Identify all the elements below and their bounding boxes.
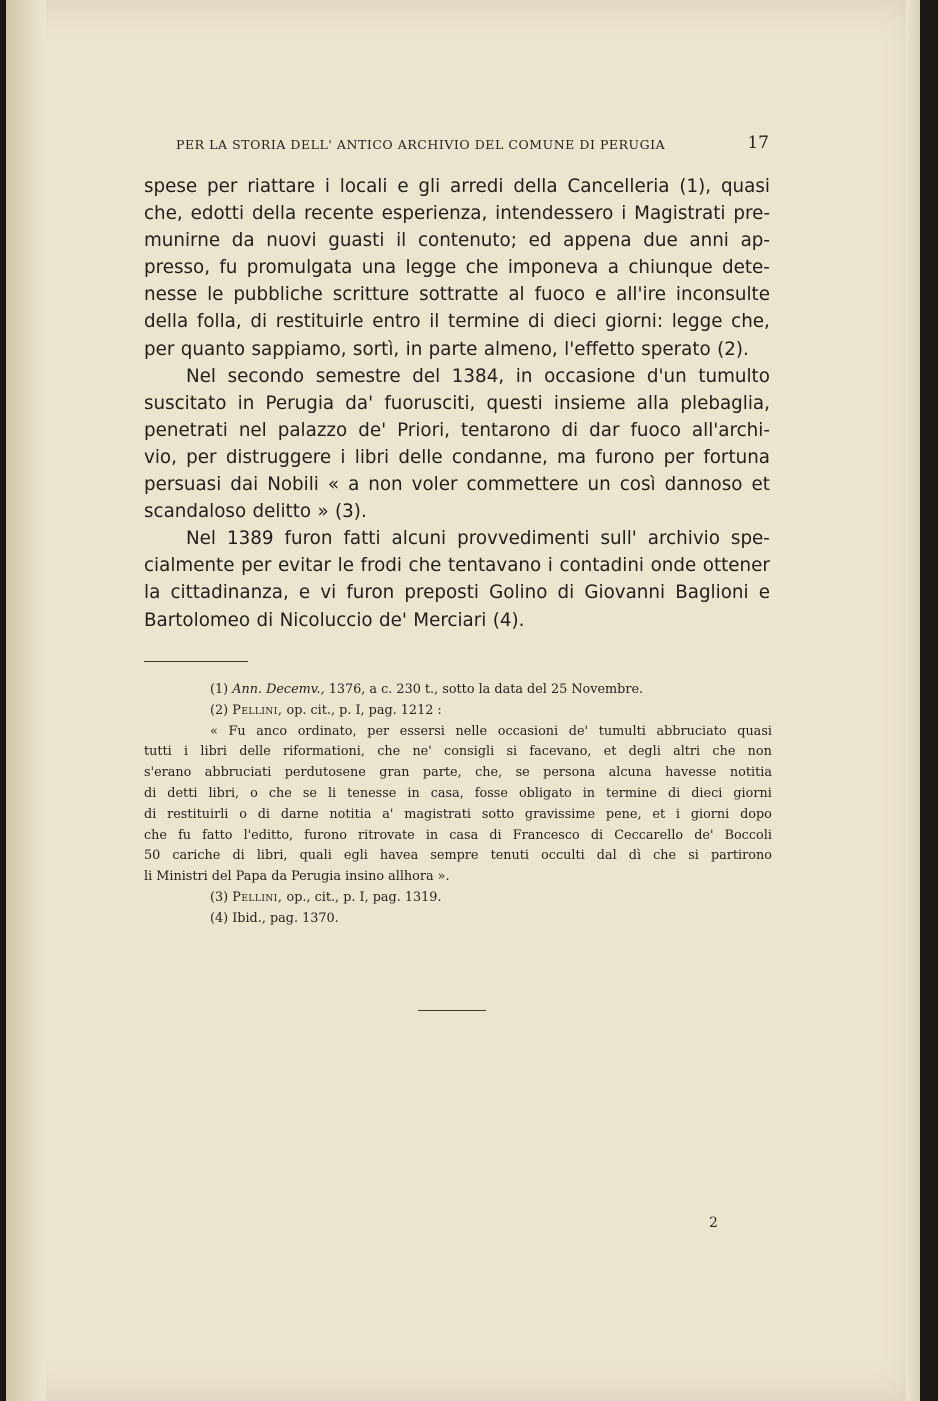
book-page [6, 0, 920, 1401]
footnote-1: (1) Ann. Decemv., 1376, a c. 230 t., sotto la data del 25 Novembre. [210, 682, 644, 697]
footnote-4: (4) Ibid., pag. 1370. [210, 910, 339, 926]
quote-line: 50 cariche di libri, quali egli havea sempre tenuti occulti dal dì che si partirono [144, 848, 772, 864]
quote-line: « Fu anco ordinato, per essersi nelle occasioni de' tumulti abbruciato quasi [210, 723, 772, 739]
footnote-2: (2) Pellini, op. cit., p. I, pag. 1212 : [210, 702, 442, 718]
text-line: Nel 1389 furon fatti alcuni provvedimenti sull' archivio spe- [186, 528, 770, 550]
quote-line: di restituirli o di darne notitia a' magistrati sotto gravissime pene, et i giorni dopo [144, 806, 772, 822]
text-line: per quanto sappiamo, sortì, in parte almeno, l'effetto sperato (2). [144, 338, 749, 360]
page-gutter-shadow [6, 0, 46, 1401]
page-edge-shadow [906, 0, 920, 1401]
text-line: munirne da nuovi guasti il contenuto; ed appena due anni ap- [144, 230, 770, 252]
end-rule [418, 1010, 486, 1011]
text-line: cialmente per evitar le frodi che tentavano i contadini onde ottener [144, 555, 770, 577]
footnote-3: (3) Pellini, op., cit., p. I, pag. 1319. [210, 889, 442, 905]
footnote-separator [144, 661, 248, 662]
text-line: penetrati nel palazzo de' Priori, tentarono di dar fuoco all'archi- [144, 419, 770, 441]
quote-line: di detti libri, o che se li tenesse in casa, fosse obligato in termine di dieci giorni [144, 785, 772, 801]
text-line: nesse le pubbliche scritture sottratte al fuoco e all'ire inconsulte [144, 284, 770, 306]
running-header [176, 133, 776, 157]
footnote-2-quote [144, 722, 772, 888]
quote-line: li Ministri del Papa da Perugia insino allhora ». [144, 869, 450, 885]
text-line: la cittadinanza, e vi furon preposti Golino di Giovanni Baglioni e [144, 582, 770, 604]
quote-line: che fu fatto l'editto, furono ritrovate in casa di Francesco di Ceccarello de' Boccoli [144, 827, 772, 843]
signature-mark: 2 [709, 1215, 718, 1231]
quote-line: s'erano abbruciati perdutosene gran parte, che, se persona alcuna havesse notitia [144, 765, 772, 781]
footnotes [144, 680, 772, 930]
text-line: spese per riattare i locali e gli arredi della Cancelleria (1), quasi [144, 176, 770, 197]
text-line: Nel secondo semestre del 1384, in occasione d'un tumulto [186, 365, 770, 387]
text-line: suscitato in Perugia da' fuorusciti, questi insieme alla plebaglia, [144, 392, 770, 414]
quote-line: tutti i libri delle riformationi, che ne' consigli si facevano, et degli altri che non [144, 744, 772, 760]
text-line: della folla, di restituirle entro il termine di dieci giorni: legge che, [144, 311, 770, 333]
text-line: vio, per distruggere i libri delle condanne, ma furono per fortuna [144, 446, 770, 468]
text-line: Bartolomeo di Nicoluccio de' Merciari (4). [144, 609, 525, 631]
main-text [144, 173, 770, 634]
text-line: persuasi dai Nobili « a non voler commettere un così dannoso et [144, 474, 770, 496]
text-line: scandaloso delitto » (3). [144, 501, 367, 523]
text-line: presso, fu promulgata una legge che imponeva a chiunque dete- [144, 257, 770, 279]
page-number: 17 [747, 133, 769, 153]
running-title: PER LA STORIA DELL' ANTICO ARCHIVIO DEL COMUNE DI PERUGIA [176, 137, 666, 152]
text-line: che, edotti della recente esperienza, intendessero i Magistrati pre- [144, 203, 770, 225]
